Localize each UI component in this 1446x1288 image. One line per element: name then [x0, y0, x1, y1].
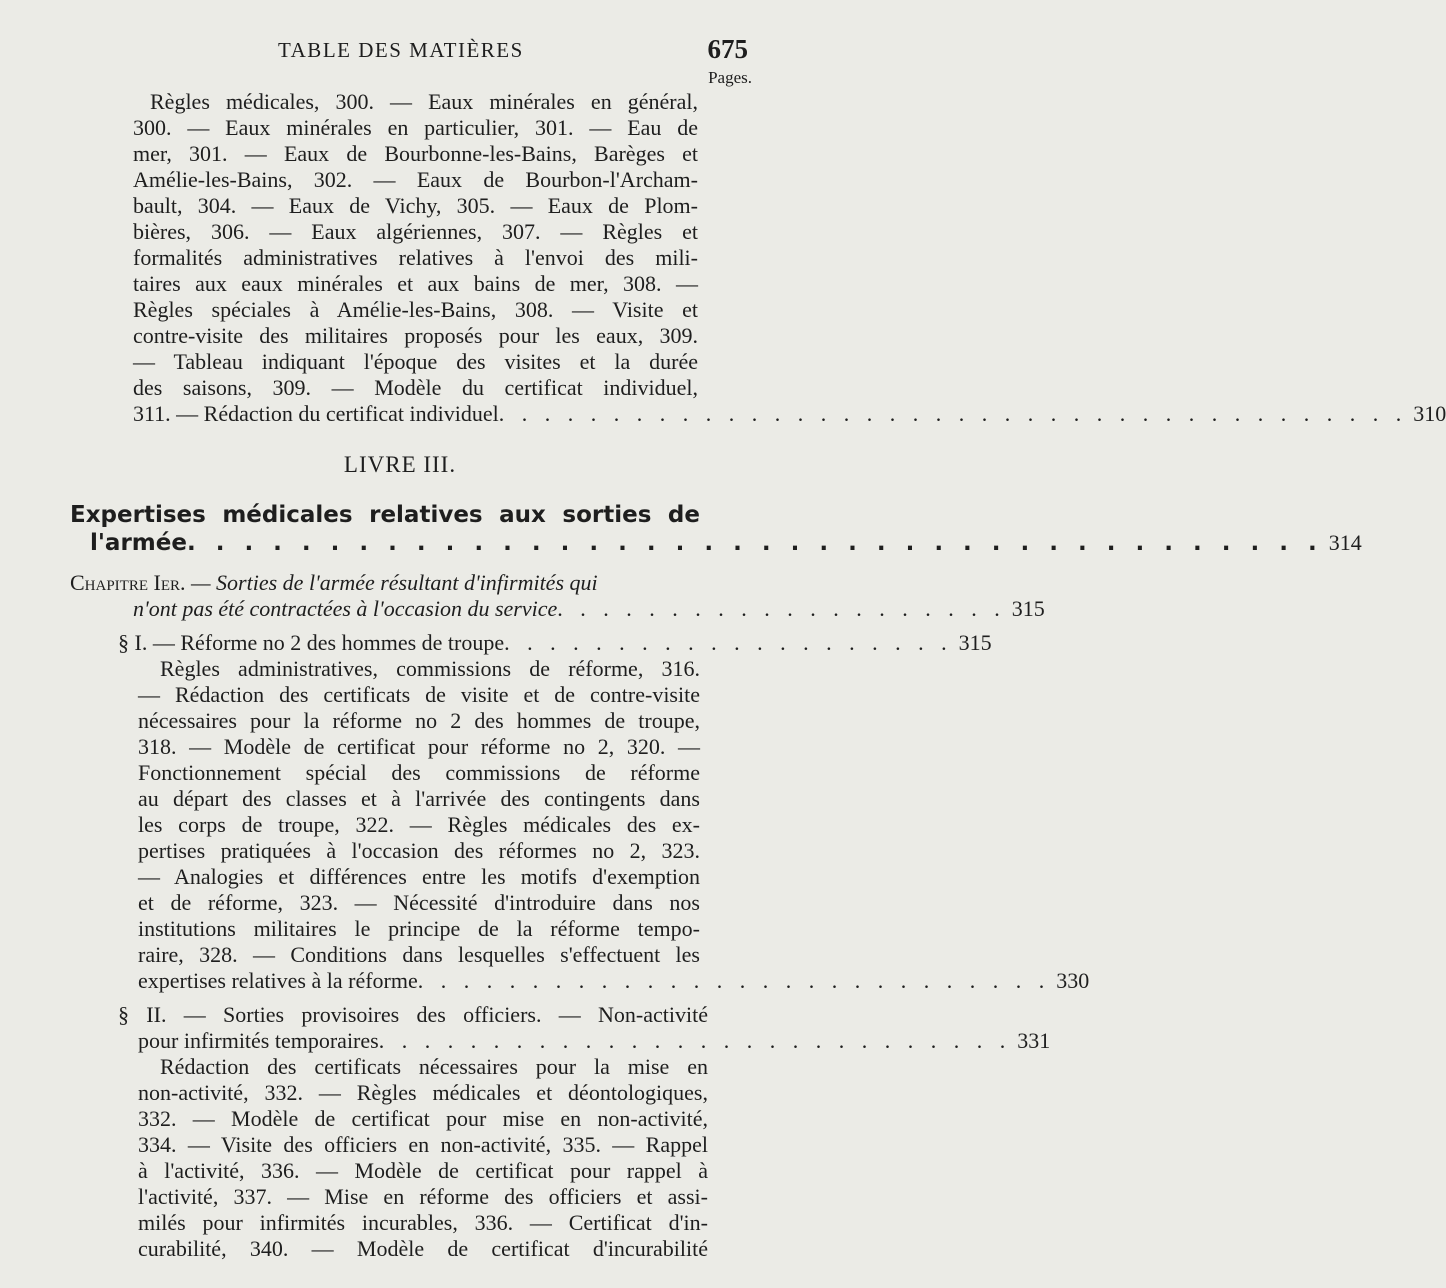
- text-line: Rédaction des certificats nécessaires pour la mise en: [160, 1054, 708, 1079]
- text-line: institutions militaires le principe de la réforme tempo-: [138, 916, 700, 941]
- text-line: Amélie-les-Bains, 302. — Eaux de Bourbon-l'Archam-: [133, 167, 698, 192]
- toc-entry: [133, 596, 1045, 622]
- text-line: au départ des classes et à l'arrivée des contingents dans: [138, 786, 700, 811]
- text-line: curabilité, 340. — Modèle de certificat d'incurabilité: [138, 1236, 708, 1261]
- leader-dots: . . . . . . . . . . . . . . . . . . . . . . . . . . . .: [378, 1028, 1012, 1053]
- text-line: contre-visite des militaires proposés pour les eaux, 309.: [133, 323, 698, 348]
- chapter-label: Chapitre Ier.: [70, 570, 186, 595]
- toc-entry-text: pour infirmités temporaires: [138, 1028, 379, 1053]
- toc-entry-text: § I. — Réforme no 2 des hommes de troupe: [118, 630, 505, 655]
- text-line: § II. — Sorties provisoires des officiers. — Non-activité: [118, 1002, 708, 1027]
- text-line: des saisons, 309. — Modèle du certificat individuel,: [133, 375, 698, 400]
- leader-dots: . . . . . . . . . . . . . . . . . . . .: [504, 630, 953, 655]
- text-line: 332. — Modèle de certificat pour mise en non-activité,: [138, 1106, 708, 1131]
- text-line: formalités administratives relatives à l'envoi des mili-: [133, 245, 698, 270]
- section-heading: Expertises médicales relatives aux sorties de: [70, 502, 700, 528]
- leader-dots: . . . . . . . . . . . . . . . . . . . . . . . . . . . . . . . . . . . . . . . .: [498, 401, 1408, 426]
- text-line: — Analogies et différences entre les motifs d'exemption: [138, 864, 700, 889]
- text-line: raire, 328. — Conditions dans lesquelles s'effectuent les: [138, 942, 700, 967]
- toc-entry: [138, 968, 1090, 994]
- text-line: Règles administratives, commissions de réforme, 316.: [160, 656, 700, 681]
- toc-entry-text: expertises relatives à la réforme: [138, 968, 418, 993]
- text-line: non-activité, 332. — Règles médicales et déontologiques,: [138, 1080, 708, 1105]
- chapter-title-line: [70, 570, 710, 596]
- chapter-title: — Sorties de l'armée résultant d'infirmités qui: [191, 570, 598, 595]
- text-line: mer, 301. — Eaux de Bourbonne-les-Bains, Barèges et: [133, 141, 698, 166]
- toc-page-number: 310: [1413, 401, 1446, 426]
- toc-entry: [118, 630, 992, 656]
- toc-entry-text: 311. — Rédaction du certificat individuel: [133, 401, 499, 426]
- text-line: milés pour infirmités incurables, 336. — Certificat d'in-: [138, 1210, 708, 1235]
- page-header: [0, 34, 800, 70]
- text-line: 334. — Visite des officiers en non-activité, 335. — Rappel: [138, 1132, 708, 1157]
- livre-heading: LIVRE III.: [343, 452, 457, 477]
- toc-entry: [133, 401, 1446, 427]
- text-line: pertises pratiquées à l'occasion des réformes no 2, 323.: [138, 838, 700, 863]
- text-line: nécessaires pour la réforme no 2 des hommes de troupe,: [138, 708, 700, 733]
- text-line: — Tableau indiquant l'époque des visites et la durée: [133, 349, 698, 374]
- toc-page-number: 331: [1017, 1028, 1051, 1053]
- text-line: — Rédaction des certificats de visite et de contre-visite: [138, 682, 700, 707]
- text-line: à l'activité, 336. — Modèle de certificat pour rappel à: [138, 1158, 708, 1183]
- toc-entry-text: n'ont pas été contractées à l'occasion du service: [133, 596, 558, 621]
- toc-page-number: 315: [958, 630, 992, 655]
- toc-entry-text: l'armée: [90, 530, 187, 556]
- pages-column-label: Pages.: [708, 68, 752, 87]
- leader-dots: . . . . . . . . . . . . . . . . . . . .: [557, 596, 1006, 621]
- text-line: taires aux eaux minérales et aux bains de mer, 308. —: [133, 271, 698, 296]
- page-number: 675: [707, 34, 748, 64]
- text-line: Règles médicales, 300. — Eaux minérales en général,: [150, 89, 698, 114]
- running-title: TABLE DES MATIÈRES: [278, 38, 524, 62]
- text-line: Fonctionnement spécial des commissions de réforme: [138, 760, 700, 785]
- text-line: les corps de troupe, 322. — Règles médicales des ex-: [138, 812, 700, 837]
- toc-page-number: 314: [1328, 530, 1362, 555]
- leader-dots: . . . . . . . . . . . . . . . . . . . . . . . . . . . . . . . . . . . . . . . .: [186, 530, 1323, 556]
- text-line: bault, 304. — Eaux de Vichy, 305. — Eaux de Plom-: [133, 193, 698, 218]
- toc-entry: [138, 1028, 1051, 1054]
- toc-page-number: 330: [1056, 968, 1090, 993]
- text-line: bières, 306. — Eaux algériennes, 307. — Règles et: [133, 219, 698, 244]
- text-line: et de réforme, 323. — Nécessité d'introduire dans nos: [138, 890, 700, 915]
- leader-dots: . . . . . . . . . . . . . . . . . . . . . . . . . . . .: [417, 968, 1051, 993]
- toc-entry: [90, 530, 1362, 556]
- toc-page-number: 315: [1011, 596, 1045, 621]
- text-line: l'activité, 337. — Mise en réforme des officiers et assi-: [138, 1184, 708, 1209]
- text-line: Règles spéciales à Amélie-les-Bains, 308. — Visite et: [133, 297, 698, 322]
- text-line: 318. — Modèle de certificat pour réforme no 2, 320. —: [138, 734, 700, 759]
- text-line: 300. — Eaux minérales en particulier, 301. — Eau de: [133, 115, 698, 140]
